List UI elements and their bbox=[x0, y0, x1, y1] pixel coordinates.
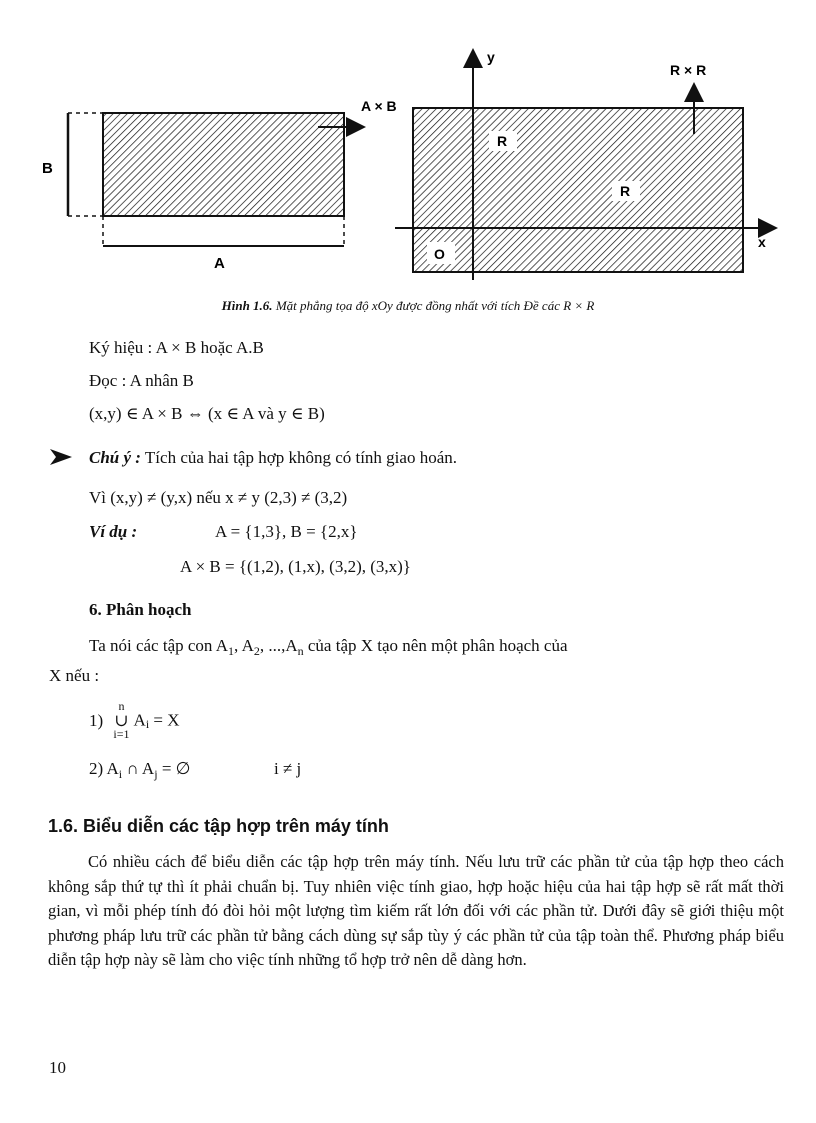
union-operator bbox=[113, 700, 129, 741]
note-label: Chú ý : bbox=[89, 448, 141, 467]
notation-definition: (x,y) ∈ A × B ⇔ (x ∈ A và y ∈ B) bbox=[89, 404, 325, 423]
note-line bbox=[89, 448, 457, 468]
partition-sub-1: 1 bbox=[228, 644, 235, 658]
section-paragraph-text: Có nhiều cách để biểu diễn các tập hợp trên máy tính. Nếu lưu trữ các phần tử của tập hợp theo cách không sắp thứ tự thì ít phải chuẩn bị. Tuy nhiên việc tính giao, hợp hoặc hiệu của hai tập hợp sẽ rất mất thời gian, vì mỗi phép tính đó đòi hỏi một lượng tìm kiếm rất lớn đối với các phần tử. Dưới đây sẽ giới thiệu một phương pháp lưu trữ các phần tử bằng cách dùng sự sắp tùy ý các phần tử của tập toàn thể. Phương pháp biểu diễn tập hợp này sẽ làm cho việc tính những tổ hợp trở nên dễ dàng hơn. bbox=[48, 852, 784, 969]
condition-2 bbox=[89, 759, 190, 779]
left-diagram bbox=[42, 98, 397, 272]
condition-1 bbox=[89, 700, 180, 741]
label-r-middle: R bbox=[620, 183, 631, 199]
label-a-times-b: A × B bbox=[361, 98, 397, 114]
section-paragraph bbox=[48, 850, 784, 973]
label-origin: O bbox=[434, 246, 445, 262]
union-upper-limit: n bbox=[118, 699, 125, 713]
partition-intro-line2: X nếu : bbox=[49, 666, 100, 685]
figure-cartesian-product bbox=[0, 0, 816, 300]
partition-sep-1: , A bbox=[234, 636, 254, 655]
partition-intro-part2: của tập X tạo nên một phân hoạch của bbox=[303, 636, 568, 655]
condition-1-set: A bbox=[133, 710, 146, 730]
section-heading: 1.6. Biểu diễn các tập hợp trên máy tính bbox=[48, 816, 389, 836]
caption-text: Mặt phẳng tọa độ xOy được đồng nhất với tích Đề các R × R bbox=[275, 298, 595, 313]
notation-symbol: Ký hiệu : A × B hoặc A.B bbox=[89, 338, 264, 357]
partition-heading: 6. Phân hoạch bbox=[89, 600, 192, 619]
union-lower-limit: i=1 bbox=[113, 727, 130, 741]
example-label: Ví dụ : bbox=[89, 522, 138, 541]
condition-1-number: 1) bbox=[89, 710, 104, 730]
note-reason: Vì (x,y) ≠ (y,x) nếu x ≠ y (2,3) ≠ (3,2) bbox=[89, 488, 348, 507]
partition-sub-n: n bbox=[297, 644, 304, 658]
label-r-times-r: R × R bbox=[670, 62, 707, 78]
condition-2-sub-i: i bbox=[118, 767, 123, 781]
caption-number: Hình 1.6. bbox=[221, 298, 273, 313]
partition-sub-2: 2 bbox=[253, 644, 260, 658]
figure-caption bbox=[0, 298, 816, 314]
condition-2-mid: ∩ A bbox=[122, 759, 155, 778]
example-sets: A = {1,3}, B = {2,x} bbox=[215, 522, 358, 541]
condition-2-sub-j: j bbox=[154, 767, 158, 781]
page-number: 10 bbox=[49, 1058, 66, 1077]
partition-intro bbox=[89, 636, 568, 656]
label-set-a: A bbox=[214, 255, 225, 272]
partition-sep-2: , ...,A bbox=[259, 636, 298, 655]
condition-2-start: 2) A bbox=[89, 759, 119, 778]
condition-2-constraint: i ≠ j bbox=[274, 759, 302, 778]
condition-1-rest: = X bbox=[149, 710, 180, 730]
notation-reading: Đọc : A nhân B bbox=[89, 371, 194, 390]
right-diagram bbox=[395, 49, 774, 280]
label-x-axis: x bbox=[758, 234, 766, 250]
note-arrow-icon bbox=[49, 448, 73, 466]
union-symbol: ∪ bbox=[114, 711, 129, 730]
label-y-axis: y bbox=[487, 49, 495, 65]
product-region-a-b bbox=[103, 113, 344, 216]
label-r-upper: R bbox=[497, 133, 508, 149]
condition-1-sub: i bbox=[145, 717, 150, 731]
example-product: A × B = {(1,2), (1,x), (3,2), (3,x)} bbox=[180, 557, 411, 576]
partition-intro-part1: Ta nói các tập con A bbox=[89, 636, 229, 655]
condition-2-rest: = ∅ bbox=[157, 759, 191, 778]
label-set-b: B bbox=[42, 160, 53, 177]
note-text: Tích của hai tập hợp không có tính giao hoán. bbox=[144, 448, 457, 467]
